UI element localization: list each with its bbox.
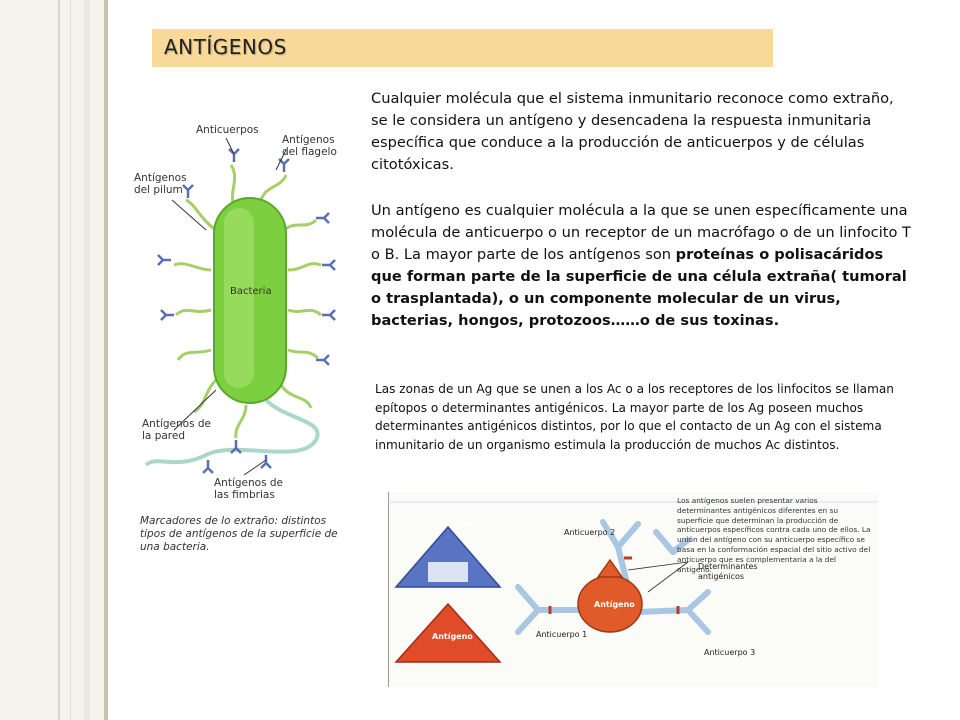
paragraph-antigen-types-bold: proteínas o polisacáridos que forman parte de la superficie de una célula extraña( tumoral o trasplantada), o un componente molecular de un virus, bacterias, hongos, protozoos……o de sus toxinas. [371, 246, 907, 329]
label-anticuerpos: Anticuerpos [196, 124, 259, 136]
label-antigenos-fimbrias: Antígenos de las fimbrias [214, 477, 284, 501]
label-determinantes-antigenicos: Determinantes antigénicos [698, 562, 758, 581]
rail-line [84, 0, 90, 720]
label-anticuerpo-2: Anticuerpo 2 [564, 528, 616, 537]
rail-line [104, 0, 108, 720]
antigen-antibody-figure [388, 492, 878, 687]
paragraph-epitopes: Las zonas de un Ag que se unen a los Ac o a los receptores de los linfocitos se llaman epítopos o determinantes antigénicos. La mayor parte de los Ag poseen muchos determinantes antigénicos distintos, por lo que el contacto de un Ag con el sistema inmunitario de un organismo estimula la producción de muchos Ac distintos. [375, 382, 894, 452]
antigen-explanation-text: Los antígenos suelen presentar varios determinantes antigénicos diferentes en su superficie que determinan la producción de anticuerpos específicos contra cada uno de ellos. La unión del antígeno con su anticuerpo específico se basa en la conformación espacial del sitio activo del anticuerpo que es complementaria a la del antígeno. [677, 496, 871, 574]
label-antigenos-pilum: Antígenos del pilum [134, 172, 187, 196]
page-title: ANTÍGENOS [164, 35, 287, 59]
label-antigenos-pared: Antígenos de la pared [142, 418, 212, 442]
bacteria-highlight [224, 208, 254, 388]
rail-line [70, 0, 71, 720]
left-decorative-rail [0, 0, 108, 720]
label-anticuerpo-3: Anticuerpo 3 [704, 648, 756, 657]
label-antigenos-flagelo: Antígenos del flagelo [282, 134, 337, 158]
label-bacteria: Bacteria [230, 286, 272, 297]
label-antigeno: Antígeno [432, 632, 473, 641]
paragraph-antigen-types-normal: Un antígeno es cualquier molécula a la que se unen específicamente una molécula de anticuerpo o un receptor de un macrófago o de un linfocito T o B. La mayor parte de los antígenos son [371, 202, 911, 263]
label-anticuerpo: Anticuerpo [428, 518, 478, 527]
label-anticuerpo-1: Anticuerpo 1 [536, 630, 588, 639]
paragraph-definition: Cualquier molécula que el sistema inmunitario reconoce como extraño, se le considera un antígeno y desencadena la respuesta inmunitaria específica que conduce a la producción de anticuerpos y de células citotóxicas. [371, 90, 894, 173]
title-bar [152, 29, 773, 67]
paragraph-antigen-types [371, 200, 911, 332]
bacteria-figure [116, 120, 342, 570]
bacteria-figure-caption: Marcadores de lo extraño: distintos tipos de antígenos de la superficie de una bacteria. [140, 515, 338, 553]
rail-line [58, 0, 60, 720]
label-antigeno-central: Antígeno [594, 600, 635, 609]
